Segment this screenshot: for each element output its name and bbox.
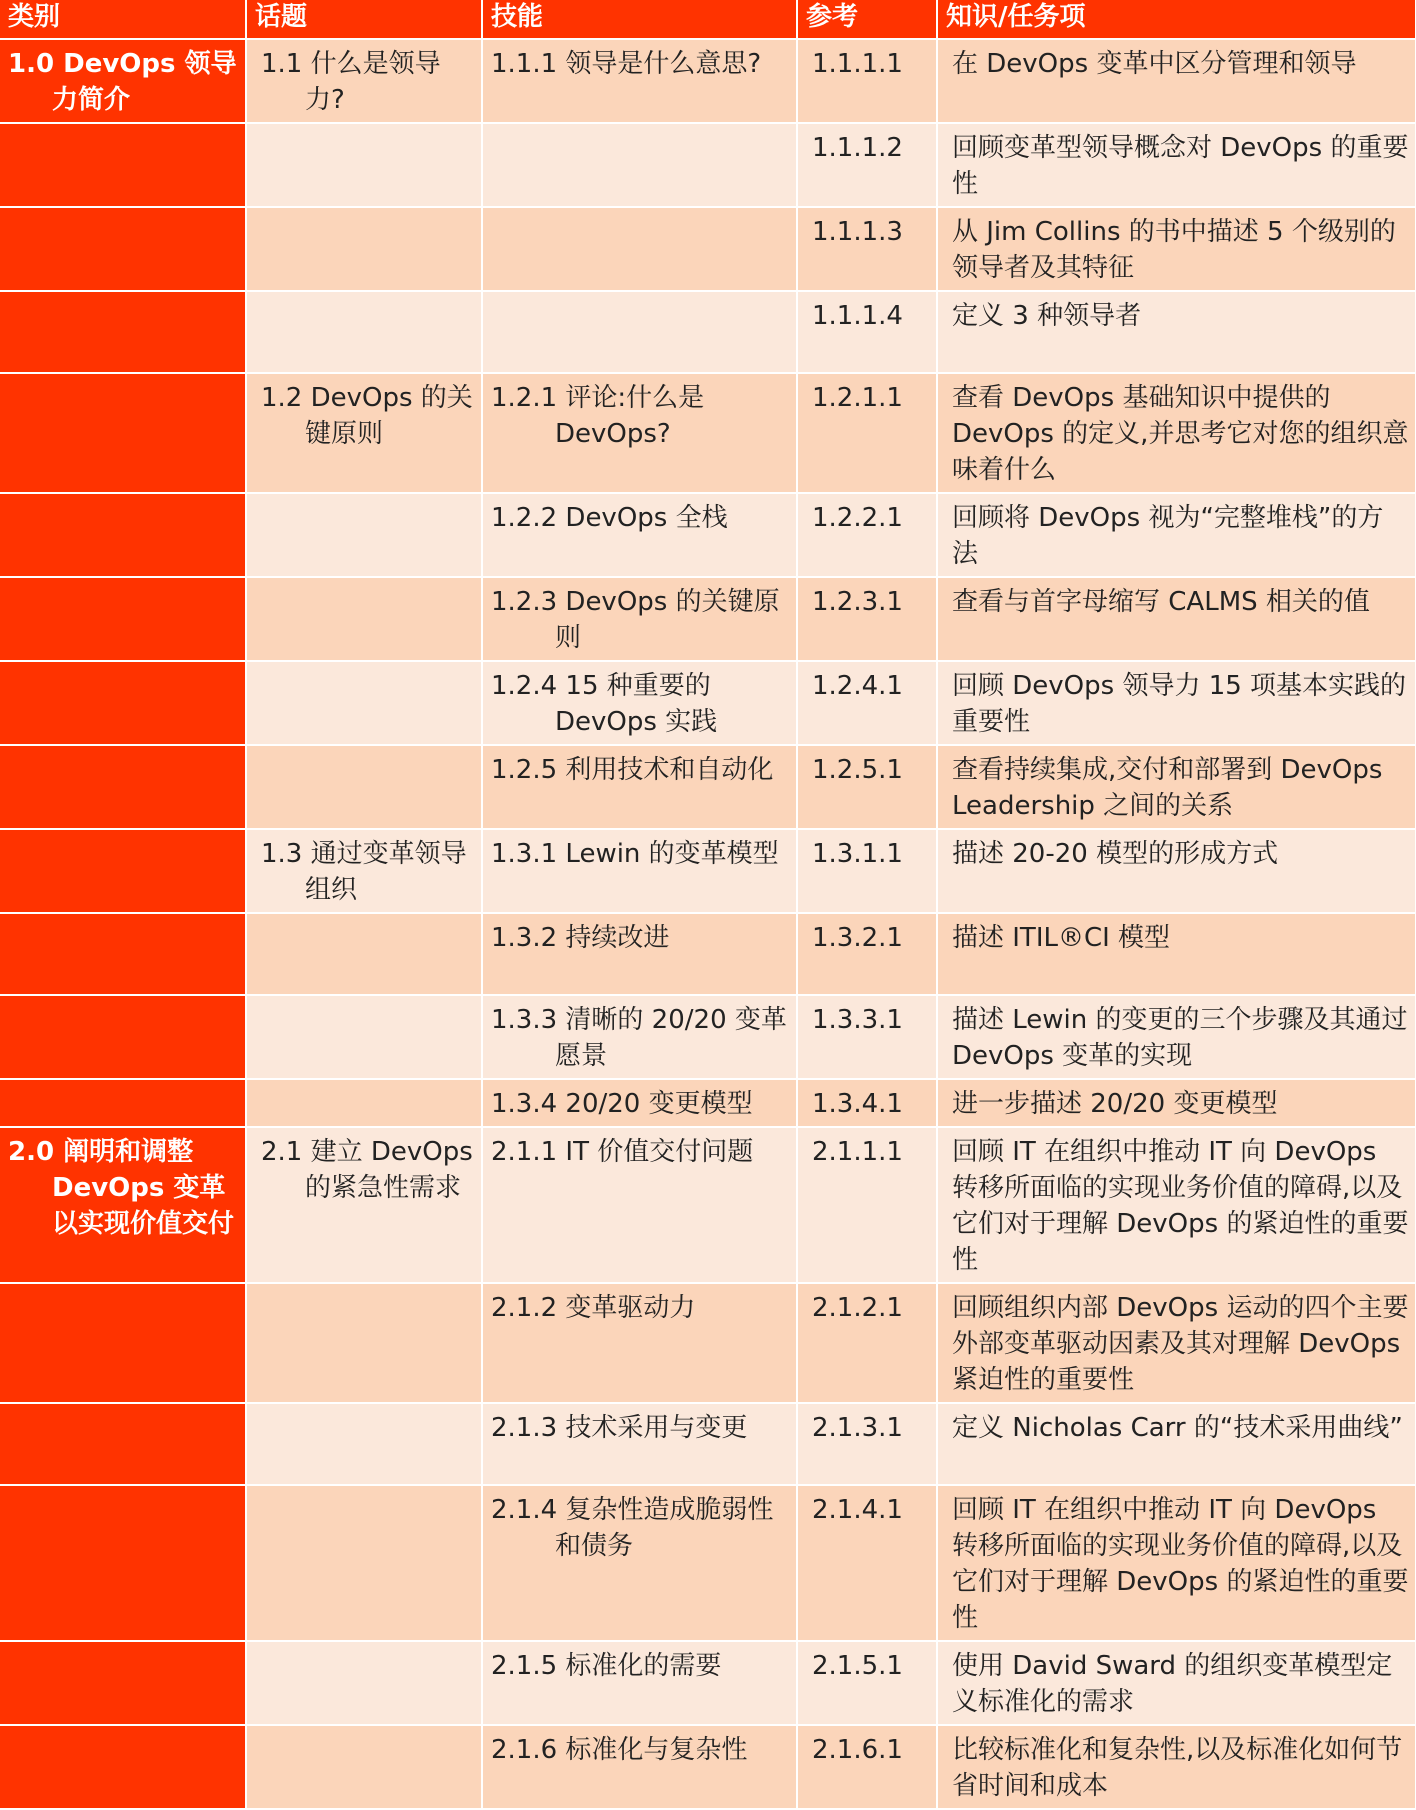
skill-cell-text: 1.3.1 Lewin 的变革模型 bbox=[491, 839, 779, 869]
reference-cell bbox=[797, 1127, 937, 1283]
knowledge-cell-text: 描述 ITIL®CI 模型 bbox=[952, 923, 1171, 953]
reference-cell-text: 1.3.2.1 bbox=[812, 923, 903, 953]
reference-cell bbox=[797, 373, 937, 493]
category-cell bbox=[0, 39, 246, 123]
category-cell-text bbox=[0, 292, 245, 302]
category-cell-text bbox=[0, 208, 245, 218]
knowledge-cell-text: 回顾将 DevOps 视为“完整堆栈”的方法 bbox=[952, 503, 1384, 569]
knowledge-cell-text: 描述 Lewin 的变更的三个步骤及其通过 DevOps 变革的实现 bbox=[952, 1005, 1408, 1071]
skill-cell bbox=[482, 207, 797, 291]
table-row bbox=[0, 995, 1416, 1079]
skill-cell bbox=[482, 745, 797, 829]
knowledge-cell bbox=[937, 1641, 1416, 1725]
skill-cell bbox=[482, 1403, 797, 1485]
reference-cell bbox=[797, 1403, 937, 1485]
skill-cell-text: 2.1.4 复杂性造成脆弱性和债务 bbox=[491, 1495, 774, 1561]
knowledge-cell-text: 回顾 IT 在组织中推动 IT 向 DevOps 转移所面临的实现业务价值的障碍,以及它们对于理解 DevOps 的紧迫性的重要性 bbox=[952, 1137, 1409, 1275]
category-cell-text bbox=[0, 662, 245, 672]
table-row bbox=[0, 1485, 1416, 1641]
category-cell bbox=[0, 1403, 246, 1485]
skill-cell bbox=[482, 829, 797, 913]
reference-cell-text: 1.3.4.1 bbox=[812, 1089, 903, 1119]
reference-cell bbox=[797, 661, 937, 745]
knowledge-cell bbox=[937, 829, 1416, 913]
knowledge-cell-text: 描述 20-20 模型的形成方式 bbox=[952, 839, 1279, 869]
knowledge-cell-text: 使用 David Sward 的组织变革模型定义标准化的需求 bbox=[952, 1651, 1393, 1717]
header-category: 类别 bbox=[0, 0, 246, 39]
topic-cell bbox=[246, 1485, 482, 1641]
reference-cell-text: 1.2.2.1 bbox=[812, 503, 903, 533]
table-row bbox=[0, 123, 1416, 207]
knowledge-cell bbox=[937, 1079, 1416, 1127]
reference-cell-text: 2.1.3.1 bbox=[812, 1413, 903, 1443]
skill-cell-text bbox=[483, 292, 796, 302]
reference-cell bbox=[797, 493, 937, 577]
knowledge-cell bbox=[937, 913, 1416, 995]
topic-cell bbox=[246, 661, 482, 745]
table-row bbox=[0, 1127, 1416, 1283]
reference-cell bbox=[797, 123, 937, 207]
reference-cell bbox=[797, 1283, 937, 1403]
knowledge-cell bbox=[937, 577, 1416, 661]
knowledge-cell bbox=[937, 207, 1416, 291]
topic-cell bbox=[246, 123, 482, 207]
knowledge-cell-text: 回顾变革型领导概念对 DevOps 的重要性 bbox=[952, 133, 1409, 199]
reference-cell bbox=[797, 39, 937, 123]
topic-cell bbox=[246, 829, 482, 913]
skill-cell bbox=[482, 1725, 797, 1809]
skill-cell-text: 1.1.1 领导是什么意思? bbox=[491, 49, 762, 79]
knowledge-cell-text: 定义 Nicholas Carr 的“技术采用曲线” bbox=[952, 1413, 1403, 1443]
knowledge-cell bbox=[937, 1127, 1416, 1283]
table-row bbox=[0, 1725, 1416, 1809]
category-cell bbox=[0, 123, 246, 207]
reference-cell-text: 1.1.1.4 bbox=[812, 301, 903, 331]
category-cell-text bbox=[0, 1642, 245, 1652]
skill-cell-text: 2.1.3 技术采用与变更 bbox=[491, 1413, 748, 1443]
reference-cell bbox=[797, 913, 937, 995]
skill-cell-text: 1.2.3 DevOps 的关键原则 bbox=[491, 587, 780, 653]
skill-cell-text: 1.2.2 DevOps 全栈 bbox=[491, 503, 728, 533]
reference-cell-text: 1.3.3.1 bbox=[812, 1005, 903, 1035]
knowledge-cell-text: 回顾 DevOps 领导力 15 项基本实践的重要性 bbox=[952, 671, 1407, 737]
table-row bbox=[0, 493, 1416, 577]
category-cell bbox=[0, 1283, 246, 1403]
reference-cell bbox=[797, 1641, 937, 1725]
category-cell bbox=[0, 373, 246, 493]
topic-cell bbox=[246, 291, 482, 373]
topic-cell-text bbox=[247, 1486, 481, 1496]
reference-cell bbox=[797, 207, 937, 291]
skill-cell-text bbox=[483, 208, 796, 218]
header-topic: 话题 bbox=[246, 0, 482, 39]
table-row bbox=[0, 39, 1416, 123]
skill-cell-text: 1.2.4 15 种重要的 DevOps 实践 bbox=[491, 671, 718, 737]
topic-cell-text bbox=[247, 1080, 481, 1090]
topic-cell-text bbox=[247, 1726, 481, 1736]
topic-cell-text bbox=[247, 578, 481, 588]
skill-cell-text: 2.1.6 标准化与复杂性 bbox=[491, 1735, 748, 1765]
skill-cell bbox=[482, 493, 797, 577]
skill-cell-text: 1.3.2 持续改进 bbox=[491, 923, 670, 953]
reference-cell-text: 1.2.4.1 bbox=[812, 671, 903, 701]
category-cell bbox=[0, 1079, 246, 1127]
header-row bbox=[0, 0, 1416, 39]
table-row bbox=[0, 373, 1416, 493]
skill-cell-text: 2.1.2 变革驱动力 bbox=[491, 1293, 696, 1323]
category-cell bbox=[0, 493, 246, 577]
topic-cell-text: 1.2 DevOps 的关键原则 bbox=[261, 383, 473, 449]
category-cell bbox=[0, 661, 246, 745]
topic-cell bbox=[246, 493, 482, 577]
category-cell-text: 2.0 阐明和调整 DevOps 变革以实现价值交付 bbox=[8, 1137, 235, 1239]
topic-cell bbox=[246, 1641, 482, 1725]
topic-cell-text: 1.3 通过变革领导组织 bbox=[261, 839, 467, 905]
table-row bbox=[0, 661, 1416, 745]
reference-cell-text: 1.2.5.1 bbox=[812, 755, 903, 785]
reference-cell-text: 1.2.3.1 bbox=[812, 587, 903, 617]
skill-cell bbox=[482, 577, 797, 661]
topic-cell-text bbox=[247, 996, 481, 1006]
category-cell-text bbox=[0, 914, 245, 924]
category-cell-text bbox=[0, 1726, 245, 1736]
topic-cell bbox=[246, 995, 482, 1079]
category-cell-text bbox=[0, 494, 245, 504]
knowledge-cell-text: 比较标准化和复杂性,以及标准化如何节省时间和成本 bbox=[952, 1735, 1403, 1801]
table-row bbox=[0, 1079, 1416, 1127]
table-row bbox=[0, 291, 1416, 373]
header-skill: 技能 bbox=[482, 0, 797, 39]
topic-cell-text bbox=[247, 914, 481, 924]
category-cell bbox=[0, 1485, 246, 1641]
category-cell-text bbox=[0, 1486, 245, 1496]
category-cell-text bbox=[0, 996, 245, 1006]
knowledge-cell bbox=[937, 995, 1416, 1079]
category-cell-text bbox=[0, 830, 245, 840]
skill-cell-text: 1.2.5 利用技术和自动化 bbox=[491, 755, 774, 785]
knowledge-cell bbox=[937, 745, 1416, 829]
reference-cell bbox=[797, 1725, 937, 1809]
table-row bbox=[0, 577, 1416, 661]
reference-cell bbox=[797, 745, 937, 829]
knowledge-cell bbox=[937, 1283, 1416, 1403]
topic-cell bbox=[246, 1403, 482, 1485]
table-row bbox=[0, 1283, 1416, 1403]
header-reference: 参考 bbox=[797, 0, 937, 39]
reference-cell-text: 2.1.1.1 bbox=[812, 1137, 903, 1167]
topic-cell bbox=[246, 1127, 482, 1283]
skill-cell-text: 1.3.3 清晰的 20/20 变革愿景 bbox=[491, 1005, 787, 1071]
skill-cell-text: 1.2.1 评论:什么是 DevOps? bbox=[491, 383, 705, 449]
skill-cell-text bbox=[483, 124, 796, 134]
knowledge-cell-text: 查看持续集成,交付和部署到 DevOps Leadership 之间的关系 bbox=[952, 755, 1383, 821]
skill-cell bbox=[482, 1283, 797, 1403]
topic-cell-text bbox=[247, 662, 481, 672]
category-cell bbox=[0, 291, 246, 373]
reference-cell-text: 1.3.1.1 bbox=[812, 839, 903, 869]
reference-cell-text: 1.2.1.1 bbox=[812, 383, 903, 413]
topic-cell bbox=[246, 1725, 482, 1809]
knowledge-cell bbox=[937, 493, 1416, 577]
topic-cell-text bbox=[247, 1404, 481, 1414]
skill-cell-text: 2.1.1 IT 价值交付问题 bbox=[491, 1137, 754, 1167]
knowledge-cell bbox=[937, 661, 1416, 745]
category-cell bbox=[0, 1725, 246, 1809]
topic-cell-text bbox=[247, 1642, 481, 1652]
table-row bbox=[0, 207, 1416, 291]
topic-cell-text bbox=[247, 746, 481, 756]
category-cell bbox=[0, 995, 246, 1079]
category-cell bbox=[0, 1127, 246, 1283]
skill-cell-text: 2.1.5 标准化的需要 bbox=[491, 1651, 722, 1681]
knowledge-cell-text: 查看 DevOps 基础知识中提供的 DevOps 的定义,并思考它对您的组织意味着什么 bbox=[952, 383, 1409, 485]
table-row bbox=[0, 745, 1416, 829]
category-cell-text bbox=[0, 1080, 245, 1090]
topic-cell bbox=[246, 1283, 482, 1403]
topic-cell bbox=[246, 745, 482, 829]
reference-cell bbox=[797, 291, 937, 373]
knowledge-cell bbox=[937, 1725, 1416, 1809]
reference-cell-text: 1.1.1.3 bbox=[812, 217, 903, 247]
category-cell bbox=[0, 745, 246, 829]
category-cell-text bbox=[0, 1284, 245, 1294]
topic-cell-text bbox=[247, 494, 481, 504]
skill-cell bbox=[482, 123, 797, 207]
knowledge-cell bbox=[937, 123, 1416, 207]
knowledge-cell bbox=[937, 39, 1416, 123]
reference-cell bbox=[797, 1079, 937, 1127]
topic-cell bbox=[246, 207, 482, 291]
knowledge-cell bbox=[937, 1485, 1416, 1641]
skill-cell bbox=[482, 39, 797, 123]
knowledge-cell-text: 查看与首字母缩写 CALMS 相关的值 bbox=[952, 587, 1370, 617]
skill-cell bbox=[482, 1485, 797, 1641]
topic-cell-text bbox=[247, 124, 481, 134]
knowledge-cell bbox=[937, 291, 1416, 373]
category-cell-text bbox=[0, 746, 245, 756]
skill-cell bbox=[482, 995, 797, 1079]
topic-cell-text bbox=[247, 208, 481, 218]
topic-cell-text bbox=[247, 292, 481, 302]
topic-cell-text: 1.1 什么是领导力? bbox=[261, 49, 441, 115]
reference-cell-text: 2.1.6.1 bbox=[812, 1735, 903, 1765]
header-knowledge: 知识/任务项 bbox=[937, 0, 1416, 39]
reference-cell bbox=[797, 995, 937, 1079]
skill-cell bbox=[482, 913, 797, 995]
knowledge-cell-text: 回顾组织内部 DevOps 运动的四个主要外部变革驱动因素及其对理解 DevOps 紧迫性的重要性 bbox=[952, 1293, 1409, 1395]
table-row bbox=[0, 1403, 1416, 1485]
skill-cell bbox=[482, 1079, 797, 1127]
category-cell-text: 1.0 DevOps 领导力简介 bbox=[8, 49, 237, 115]
reference-cell-text: 2.1.5.1 bbox=[812, 1651, 903, 1681]
table-row bbox=[0, 1641, 1416, 1725]
category-cell bbox=[0, 207, 246, 291]
category-cell-text bbox=[0, 578, 245, 588]
skill-cell bbox=[482, 661, 797, 745]
category-cell bbox=[0, 829, 246, 913]
knowledge-cell-text: 从 Jim Collins 的书中描述 5 个级别的领导者及其特征 bbox=[952, 217, 1396, 283]
reference-cell-text: 2.1.4.1 bbox=[812, 1495, 903, 1525]
skill-cell bbox=[482, 1127, 797, 1283]
topic-cell bbox=[246, 1079, 482, 1127]
category-cell-text bbox=[0, 124, 245, 134]
reference-cell-text: 1.1.1.1 bbox=[812, 49, 903, 79]
table-row bbox=[0, 913, 1416, 995]
category-cell bbox=[0, 577, 246, 661]
topic-cell bbox=[246, 913, 482, 995]
knowledge-cell-text: 回顾 IT 在组织中推动 IT 向 DevOps 转移所面临的实现业务价值的障碍,以及它们对于理解 DevOps 的紧迫性的重要性 bbox=[952, 1495, 1409, 1633]
category-cell bbox=[0, 1641, 246, 1725]
skill-cell-text: 1.3.4 20/20 变更模型 bbox=[491, 1089, 753, 1119]
topic-cell bbox=[246, 577, 482, 661]
knowledge-cell-text: 定义 3 种领导者 bbox=[952, 301, 1142, 331]
topic-cell-text: 2.1 建立 DevOps 的紧急性需求 bbox=[261, 1137, 473, 1203]
skill-cell bbox=[482, 373, 797, 493]
table-row bbox=[0, 829, 1416, 913]
topic-cell-text bbox=[247, 1284, 481, 1294]
knowledge-cell-text: 在 DevOps 变革中区分管理和领导 bbox=[952, 49, 1357, 79]
reference-cell-text: 1.1.1.2 bbox=[812, 133, 903, 163]
topic-cell bbox=[246, 39, 482, 123]
knowledge-cell-text: 进一步描述 20/20 变更模型 bbox=[952, 1089, 1278, 1119]
reference-cell bbox=[797, 829, 937, 913]
knowledge-cell bbox=[937, 373, 1416, 493]
topic-cell bbox=[246, 373, 482, 493]
reference-cell bbox=[797, 1485, 937, 1641]
reference-cell bbox=[797, 577, 937, 661]
skill-cell bbox=[482, 1641, 797, 1725]
category-cell-text bbox=[0, 374, 245, 384]
category-cell-text bbox=[0, 1404, 245, 1414]
knowledge-cell bbox=[937, 1403, 1416, 1485]
skill-cell bbox=[482, 291, 797, 373]
category-cell bbox=[0, 913, 246, 995]
reference-cell-text: 2.1.2.1 bbox=[812, 1293, 903, 1323]
